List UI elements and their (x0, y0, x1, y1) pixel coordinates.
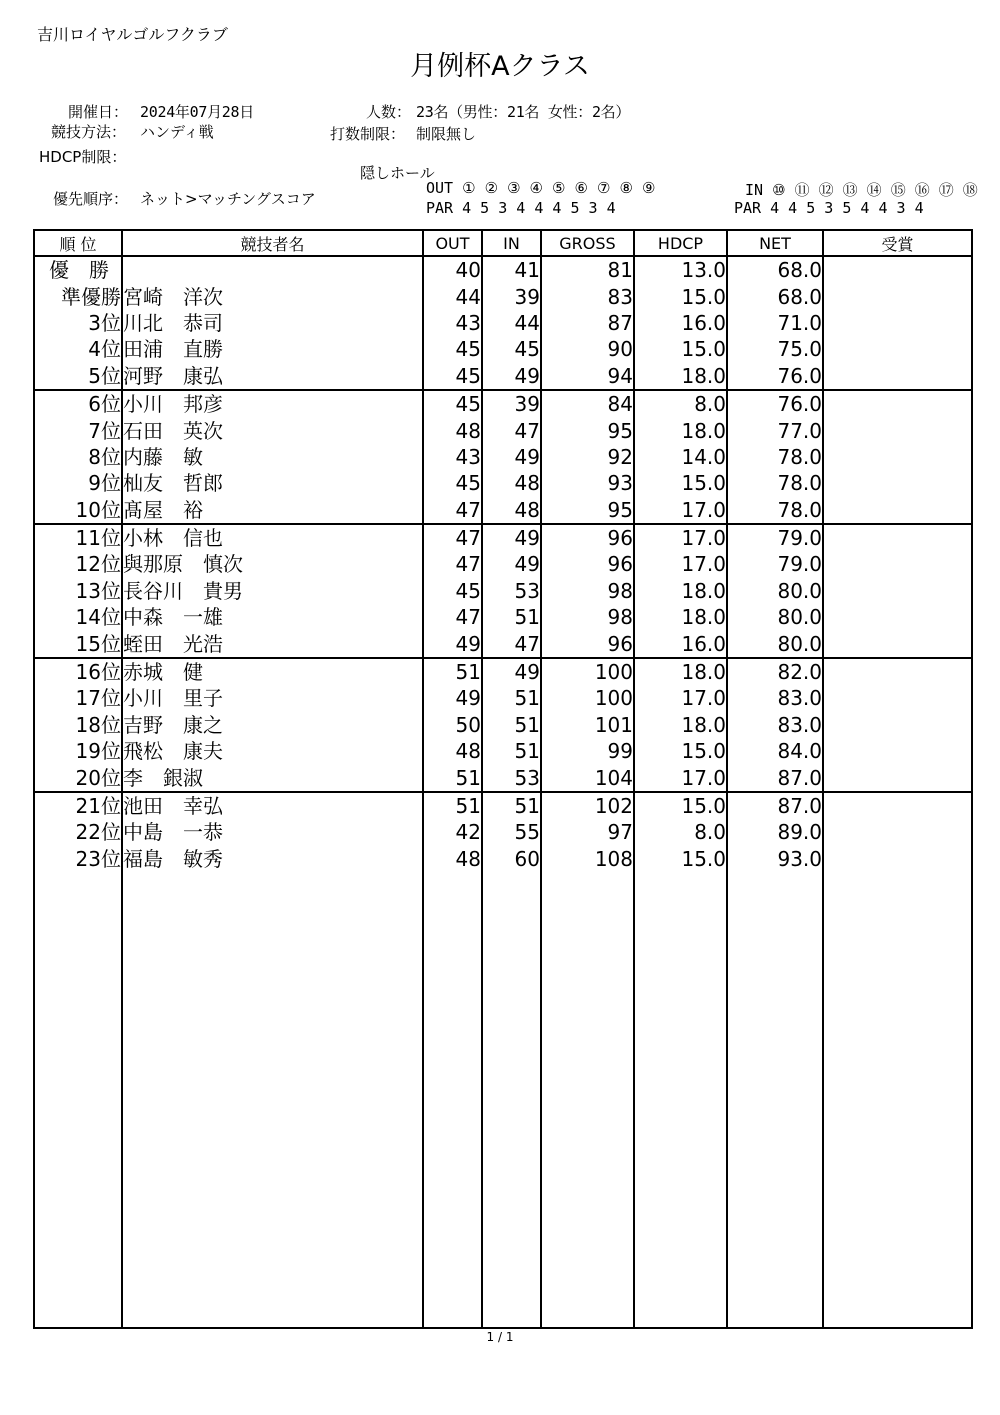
cell-in: 39 (482, 390, 541, 417)
date-value: 2024年07月28日 (140, 103, 254, 121)
cell-out: 45 (423, 470, 482, 496)
table-row (34, 310, 972, 336)
method-value: ハンディ戦 (140, 123, 214, 141)
results-table (33, 229, 973, 1329)
cell-out: 47 (423, 497, 482, 524)
cell-name: 池田 幸弘 (122, 792, 423, 819)
people-value: 23名（男性：21名 女性：2名） (416, 103, 631, 121)
cell-rank: 15位 (34, 630, 122, 657)
cell-name: 蛭田 光浩 (122, 630, 423, 657)
cell-gross: 100 (541, 658, 634, 685)
cell-award (823, 470, 972, 496)
cell-hdcp: 17.0 (634, 685, 727, 711)
cell-out: 42 (423, 819, 482, 845)
cell-award (823, 578, 972, 604)
cell-gross: 95 (541, 417, 634, 443)
cell-net: 78.0 (727, 444, 823, 470)
club-name: 吉川ロイヤルゴルフクラブ (37, 25, 228, 44)
cell-hdcp: 8.0 (634, 819, 727, 845)
cell-hdcp: 14.0 (634, 444, 727, 470)
cell-name: 田浦 直勝 (122, 336, 423, 362)
cell-out: 45 (423, 390, 482, 417)
table-row (34, 256, 972, 283)
empty-cell (482, 872, 541, 1328)
cell-award (823, 604, 972, 630)
cell-hdcp: 15.0 (634, 470, 727, 496)
table-row (34, 497, 972, 524)
cell-in: 49 (482, 551, 541, 577)
cell-rank: 8位 (34, 444, 122, 470)
table-row (34, 846, 972, 872)
cell-out: 45 (423, 363, 482, 390)
cell-gross: 93 (541, 470, 634, 496)
empty-cell (541, 872, 634, 1328)
cell-rank: 12位 (34, 551, 122, 577)
cell-award (823, 497, 972, 524)
empty-cell (727, 872, 823, 1328)
cell-hdcp: 16.0 (634, 630, 727, 657)
cell-rank: 3位 (34, 310, 122, 336)
cell-out: 47 (423, 551, 482, 577)
cell-gross: 92 (541, 444, 634, 470)
cell-award (823, 310, 972, 336)
cell-in: 51 (482, 738, 541, 764)
cell-hdcp: 18.0 (634, 658, 727, 685)
table-row (34, 792, 972, 819)
cell-name (122, 256, 423, 283)
cell-net: 80.0 (727, 630, 823, 657)
cell-in: 53 (482, 578, 541, 604)
cell-name: 與那原 慎次 (122, 551, 423, 577)
page-number: 1 / 1 (486, 1330, 514, 1344)
cell-name: 長谷川 貴男 (122, 578, 423, 604)
cell-hdcp: 18.0 (634, 604, 727, 630)
header-player-name: 競技者名 (122, 230, 423, 256)
table-row (34, 738, 972, 764)
cell-rank: 11位 (34, 524, 122, 551)
cell-rank: 16位 (34, 658, 122, 685)
table-row (34, 551, 972, 577)
cell-in: 53 (482, 764, 541, 791)
cell-award (823, 283, 972, 309)
cell-in: 48 (482, 497, 541, 524)
header-hdcp: HDCP (634, 230, 727, 256)
header-gross: GROSS (541, 230, 634, 256)
cell-rank: 23位 (34, 846, 122, 872)
stroke-limit-value: 制限無し (416, 125, 477, 143)
cell-net: 83.0 (727, 685, 823, 711)
cell-rank: 7位 (34, 417, 122, 443)
cell-hdcp: 17.0 (634, 764, 727, 791)
cell-hdcp: 18.0 (634, 417, 727, 443)
cell-net: 79.0 (727, 524, 823, 551)
cell-name: 髙屋 裕 (122, 497, 423, 524)
cell-gross: 81 (541, 256, 634, 283)
cell-in: 49 (482, 363, 541, 390)
cell-out: 51 (423, 792, 482, 819)
cell-name: 小川 邦彦 (122, 390, 423, 417)
cell-in: 49 (482, 444, 541, 470)
cell-gross: 96 (541, 630, 634, 657)
cell-net: 76.0 (727, 390, 823, 417)
cell-in: 44 (482, 310, 541, 336)
table-row (34, 283, 972, 309)
cell-award (823, 764, 972, 791)
cell-net: 93.0 (727, 846, 823, 872)
cell-in: 51 (482, 685, 541, 711)
cell-hdcp: 18.0 (634, 363, 727, 390)
cell-rank: 17位 (34, 685, 122, 711)
cell-out: 45 (423, 336, 482, 362)
header-in: IN (482, 230, 541, 256)
cell-award (823, 658, 972, 685)
in-holes-row: IN ⑩ ⑪ ⑫ ⑬ ⑭ ⑮ ⑯ ⑰ ⑱ (745, 181, 978, 199)
method-label: 競技方法： (51, 123, 127, 141)
cell-rank: 5位 (34, 363, 122, 390)
cell-gross: 83 (541, 283, 634, 309)
cell-net: 78.0 (727, 470, 823, 496)
cell-net: 80.0 (727, 604, 823, 630)
table-row (34, 685, 972, 711)
page-title: 月例杯Aクラス (410, 51, 590, 82)
cell-hdcp: 15.0 (634, 283, 727, 309)
cell-hdcp: 15.0 (634, 738, 727, 764)
cell-award (823, 738, 972, 764)
cell-out: 44 (423, 283, 482, 309)
empty-cell (823, 872, 972, 1328)
cell-gross: 99 (541, 738, 634, 764)
cell-name: 杣友 哲郎 (122, 470, 423, 496)
cell-award (823, 417, 972, 443)
cell-award (823, 363, 972, 390)
cell-hdcp: 18.0 (634, 712, 727, 738)
cell-rank: 4位 (34, 336, 122, 362)
cell-award (823, 390, 972, 417)
cell-net: 80.0 (727, 578, 823, 604)
cell-hdcp: 17.0 (634, 497, 727, 524)
cell-name: 中森 一雄 (122, 604, 423, 630)
cell-in: 51 (482, 712, 541, 738)
cell-gross: 97 (541, 819, 634, 845)
table-row (34, 336, 972, 362)
table-row (34, 390, 972, 417)
cell-name: 小川 里子 (122, 685, 423, 711)
cell-in: 47 (482, 630, 541, 657)
cell-out: 50 (423, 712, 482, 738)
cell-out: 48 (423, 738, 482, 764)
cell-hdcp: 17.0 (634, 524, 727, 551)
cell-hdcp: 15.0 (634, 336, 727, 362)
cell-rank: 18位 (34, 712, 122, 738)
cell-out: 49 (423, 630, 482, 657)
in-par-row: PAR 4 4 5 3 5 4 4 3 4 (734, 199, 924, 217)
cell-net: 68.0 (727, 283, 823, 309)
cell-hdcp: 16.0 (634, 310, 727, 336)
cell-rank: 19位 (34, 738, 122, 764)
cell-hdcp: 15.0 (634, 846, 727, 872)
cell-award (823, 524, 972, 551)
cell-award (823, 712, 972, 738)
cell-out: 51 (423, 658, 482, 685)
cell-rank: 14位 (34, 604, 122, 630)
cell-net: 82.0 (727, 658, 823, 685)
hdcp-limit-label: HDCP制限： (39, 148, 127, 166)
cell-gross: 84 (541, 390, 634, 417)
cell-award (823, 256, 972, 283)
cell-gross: 108 (541, 846, 634, 872)
cell-in: 48 (482, 470, 541, 496)
cell-name: 石田 英次 (122, 417, 423, 443)
table-row (34, 604, 972, 630)
cell-in: 51 (482, 792, 541, 819)
cell-net: 78.0 (727, 497, 823, 524)
empty-cell (634, 872, 727, 1328)
cell-award (823, 336, 972, 362)
empty-cell (122, 872, 423, 1328)
cell-out: 47 (423, 604, 482, 630)
header-award: 受賞 (823, 230, 972, 256)
cell-hdcp: 13.0 (634, 256, 727, 283)
header-rank: 順 位 (34, 230, 122, 256)
cell-in: 47 (482, 417, 541, 443)
cell-out: 49 (423, 685, 482, 711)
cell-rank: 13位 (34, 578, 122, 604)
cell-gross: 96 (541, 524, 634, 551)
cell-gross: 96 (541, 551, 634, 577)
table-row (34, 658, 972, 685)
priority-label: 優先順序： (53, 190, 129, 208)
table-row (34, 417, 972, 443)
cell-net: 87.0 (727, 792, 823, 819)
cell-in: 45 (482, 336, 541, 362)
hidden-holes-label: 隠しホール (360, 164, 435, 182)
cell-gross: 87 (541, 310, 634, 336)
cell-name: 福島 敏秀 (122, 846, 423, 872)
cell-in: 51 (482, 604, 541, 630)
cell-rank: 22位 (34, 819, 122, 845)
cell-name: 飛松 康夫 (122, 738, 423, 764)
cell-net: 77.0 (727, 417, 823, 443)
cell-award (823, 792, 972, 819)
table-row (34, 363, 972, 390)
cell-name: 赤城 健 (122, 658, 423, 685)
table-row (34, 764, 972, 791)
cell-net: 75.0 (727, 336, 823, 362)
cell-out: 40 (423, 256, 482, 283)
cell-in: 41 (482, 256, 541, 283)
priority-value: ネット>マッチングスコア (140, 190, 316, 208)
date-label: 開催日： (68, 103, 129, 121)
header-out: OUT (423, 230, 482, 256)
table-row (34, 578, 972, 604)
cell-rank: 9位 (34, 470, 122, 496)
cell-net: 71.0 (727, 310, 823, 336)
cell-name: 川北 恭司 (122, 310, 423, 336)
cell-in: 39 (482, 283, 541, 309)
cell-in: 55 (482, 819, 541, 845)
cell-out: 45 (423, 578, 482, 604)
cell-rank: 6位 (34, 390, 122, 417)
out-par-row: PAR 4 5 3 4 4 4 5 3 4 (426, 199, 616, 217)
cell-hdcp: 15.0 (634, 792, 727, 819)
table-empty-space (34, 872, 972, 1328)
cell-in: 49 (482, 658, 541, 685)
cell-gross: 102 (541, 792, 634, 819)
table-row (34, 444, 972, 470)
cell-hdcp: 17.0 (634, 551, 727, 577)
cell-hdcp: 8.0 (634, 390, 727, 417)
stroke-limit-label: 打数制限： (330, 125, 406, 143)
table-header-row (34, 230, 972, 256)
cell-rank: 10位 (34, 497, 122, 524)
cell-name: 宮崎 洋次 (122, 283, 423, 309)
cell-name: 小林 信也 (122, 524, 423, 551)
empty-cell (423, 872, 482, 1328)
cell-in: 49 (482, 524, 541, 551)
cell-net: 79.0 (727, 551, 823, 577)
cell-name: 中島 一恭 (122, 819, 423, 845)
table-row (34, 712, 972, 738)
cell-net: 87.0 (727, 764, 823, 791)
cell-gross: 90 (541, 336, 634, 362)
cell-gross: 94 (541, 363, 634, 390)
cell-award (823, 444, 972, 470)
cell-name: 内藤 敏 (122, 444, 423, 470)
cell-gross: 100 (541, 685, 634, 711)
cell-out: 43 (423, 310, 482, 336)
cell-out: 48 (423, 846, 482, 872)
table-row (34, 819, 972, 845)
cell-out: 47 (423, 524, 482, 551)
cell-net: 89.0 (727, 819, 823, 845)
cell-rank: 21位 (34, 792, 122, 819)
cell-gross: 101 (541, 712, 634, 738)
empty-cell (34, 872, 122, 1328)
table-row (34, 524, 972, 551)
out-holes-row: OUT ① ② ③ ④ ⑤ ⑥ ⑦ ⑧ ⑨ (426, 179, 656, 197)
cell-award (823, 685, 972, 711)
cell-name: 吉野 康之 (122, 712, 423, 738)
cell-out: 51 (423, 764, 482, 791)
cell-award (823, 551, 972, 577)
header-net: NET (727, 230, 823, 256)
cell-name: 李 銀淑 (122, 764, 423, 791)
cell-award (823, 630, 972, 657)
table-row (34, 630, 972, 657)
cell-net: 76.0 (727, 363, 823, 390)
cell-rank: 20位 (34, 764, 122, 791)
cell-net: 68.0 (727, 256, 823, 283)
cell-gross: 98 (541, 604, 634, 630)
cell-net: 84.0 (727, 738, 823, 764)
cell-rank: 準優勝 (34, 283, 122, 309)
cell-rank: 優 勝 (34, 256, 122, 283)
table-row (34, 470, 972, 496)
cell-award (823, 846, 972, 872)
cell-gross: 98 (541, 578, 634, 604)
cell-gross: 95 (541, 497, 634, 524)
cell-gross: 104 (541, 764, 634, 791)
cell-in: 60 (482, 846, 541, 872)
people-label: 人数： (366, 103, 412, 121)
cell-out: 43 (423, 444, 482, 470)
cell-name: 河野 康弘 (122, 363, 423, 390)
cell-award (823, 819, 972, 845)
cell-out: 48 (423, 417, 482, 443)
cell-net: 83.0 (727, 712, 823, 738)
cell-hdcp: 18.0 (634, 578, 727, 604)
